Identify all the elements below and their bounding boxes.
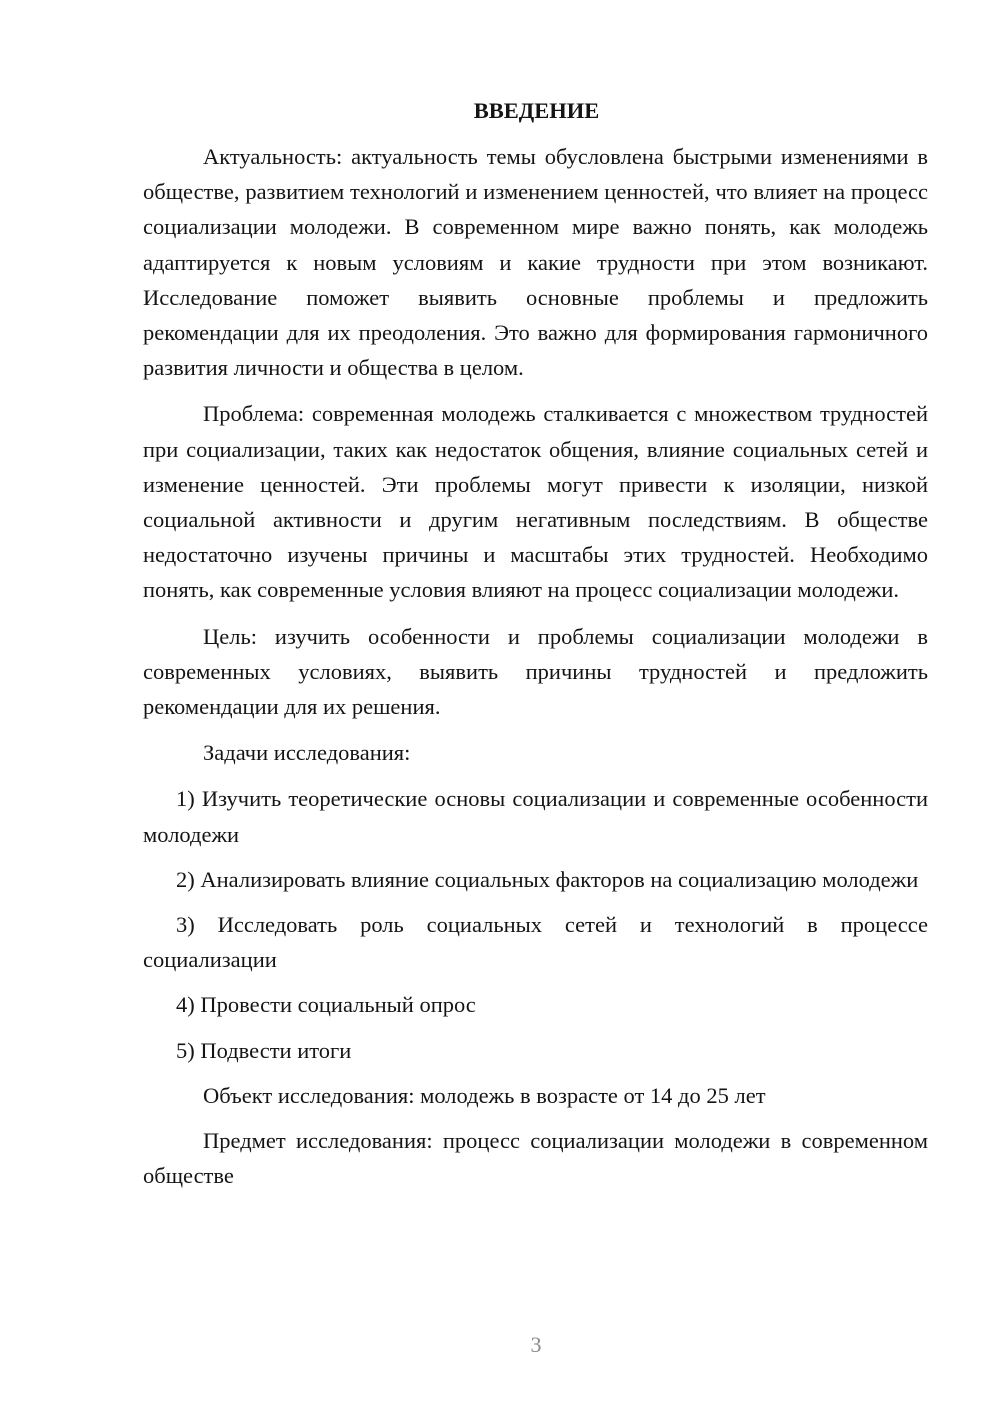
tasks-heading: Задачи исследования: — [203, 740, 411, 766]
problem-paragraph: Проблема: современная молодежь сталкивается с множеством трудностей при социализации, таких как недостаток общения, влияние социальных сетей и изменение ценностей. Эти проблемы могут привести к изоляции, низкой социальной активности и другим негативным последствиям. В обществе недостаточно изучены причины и масштабы этих трудностей. Необходимо понять, как современные условия влияют на процесс социализации молодежи. — [143, 401, 928, 603]
list-item: 2) Анализировать влияние социальных факторов на социализацию молодежи — [176, 866, 919, 892]
document-body — [143, 93, 928, 1193]
tasks-list — [143, 781, 928, 1067]
list-item: 1) Изучить теоретические основы социализации и современные особенности молодежи — [143, 786, 928, 847]
list-item: 5) Подвести итоги — [176, 1037, 352, 1063]
research-subject: Предмет исследования: процесс социализации молодежи в современном обществе — [143, 1128, 928, 1189]
list-item: 4) Провести социальный опрос — [176, 992, 476, 1018]
list-item: 3) Исследовать роль социальных сетей и технологий в процессе социализации — [143, 912, 928, 973]
page-number: 3 — [530, 1332, 542, 1357]
relevance-paragraph: Актуальность: актуальность темы обусловлена быстрыми изменениями в обществе, развитием технологий и изменением ценностей, что влияет на процесс социализации молодежи. В современном мире важно понять, как молодежь адаптируется к новым условиям и какие трудности при этом возникают. Исследование поможет выявить основные проблемы и предложить рекомендации для их преодоления. Это важно для формирования гармоничного развития личности и общества в целом. — [143, 144, 928, 381]
research-object: Объект исследования: молодежь в возрасте от 14 до 25 лет — [203, 1082, 766, 1108]
goal-paragraph: Цель: изучить особенности и проблемы социализации молодежи в современных условиях, выявить причины трудностей и предложить рекомендации для их решения. — [143, 623, 928, 720]
section-title: ВВЕДЕНИЕ — [473, 98, 600, 123]
